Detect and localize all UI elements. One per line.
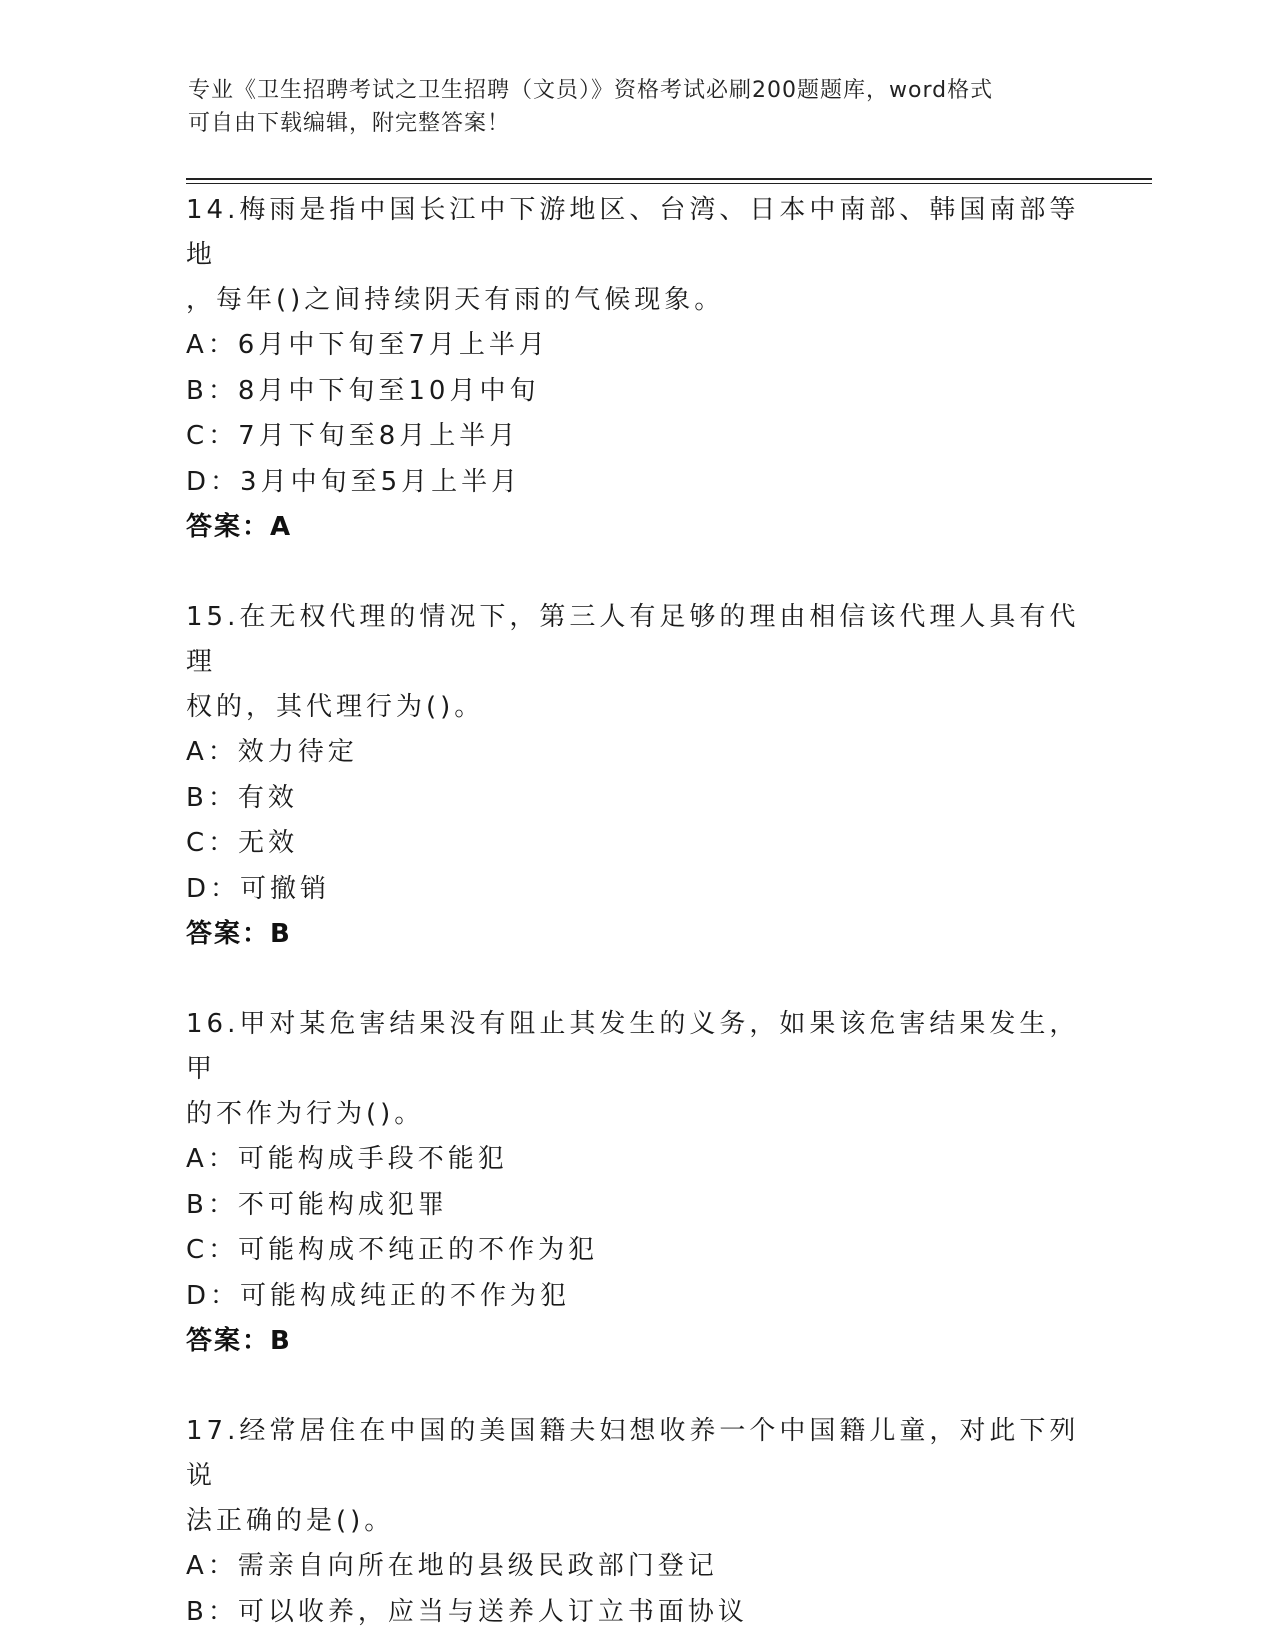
question-stem-line-1: 15.在无权代理的情况下，第三人有足够的理由相信该代理人具有代理 bbox=[186, 602, 1080, 677]
option-c: C：7月下旬至8月上半月 bbox=[186, 421, 520, 451]
option-c: C：可能构成不纯正的不作为犯 bbox=[186, 1235, 599, 1265]
header-divider-thin bbox=[186, 183, 1152, 184]
header-divider-thick bbox=[186, 178, 1152, 180]
option-b: B：可以收养，应当与送养人订立书面协议 bbox=[186, 1596, 748, 1627]
question-stem-line-2: 法正确的是()。 bbox=[186, 1506, 395, 1536]
header-line-2: 可自由下载编辑，附完整答案！ bbox=[188, 111, 511, 136]
question-stem-line-1: 17.经常居住在中国的美国籍夫妇想收养一个中国籍儿童，对此下列说 bbox=[186, 1416, 1080, 1491]
answer: 答案：B bbox=[186, 1326, 292, 1356]
option-d: D：3月中旬至5月上半月 bbox=[186, 466, 522, 497]
document-header bbox=[188, 74, 1088, 140]
option-d: D：可能构成纯正的不作为犯 bbox=[186, 1280, 571, 1311]
option-a: A：可能构成手段不能犯 bbox=[186, 1144, 508, 1174]
header-line-1: 专业《卫生招聘考试之卫生招聘（文员）》资格考试必刷200题题库，word格式 bbox=[188, 78, 994, 103]
option-d: D：可撤销 bbox=[186, 873, 331, 904]
question-list bbox=[186, 188, 1086, 1635]
option-a: A：6月中下旬至7月上半月 bbox=[186, 330, 549, 360]
option-a: A：需亲自向所在地的县级民政部门登记 bbox=[186, 1551, 718, 1581]
question-14 bbox=[186, 188, 1086, 550]
option-a: A：效力待定 bbox=[186, 737, 358, 767]
option-b: B：有效 bbox=[186, 782, 298, 813]
question-stem-line-2: 的不作为行为()。 bbox=[186, 1099, 425, 1129]
question-17 bbox=[186, 1409, 1086, 1635]
answer: 答案：B bbox=[186, 919, 292, 949]
question-spacer bbox=[186, 1364, 1086, 1409]
question-spacer bbox=[186, 550, 1086, 595]
question-stem-line-1: 14.梅雨是指中国长江中下游地区、台湾、日本中南部、韩国南部等地 bbox=[186, 195, 1080, 270]
question-spacer bbox=[186, 957, 1086, 1002]
question-stem-line-1: 16.甲对某危害结果没有阻止其发生的义务，如果该危害结果发生，甲 bbox=[186, 1009, 1080, 1084]
option-b: B：8月中下旬至10月中旬 bbox=[186, 375, 540, 406]
question-15 bbox=[186, 595, 1086, 957]
answer: 答案：A bbox=[186, 512, 293, 542]
option-b: B：不可能构成犯罪 bbox=[186, 1189, 448, 1220]
option-c: C：无效 bbox=[186, 828, 299, 858]
question-stem-line-2: ，每年()之间持续阴天有雨的气候现象。 bbox=[186, 285, 725, 315]
question-stem-line-2: 权的，其代理行为()。 bbox=[186, 692, 485, 722]
question-16 bbox=[186, 1002, 1086, 1364]
